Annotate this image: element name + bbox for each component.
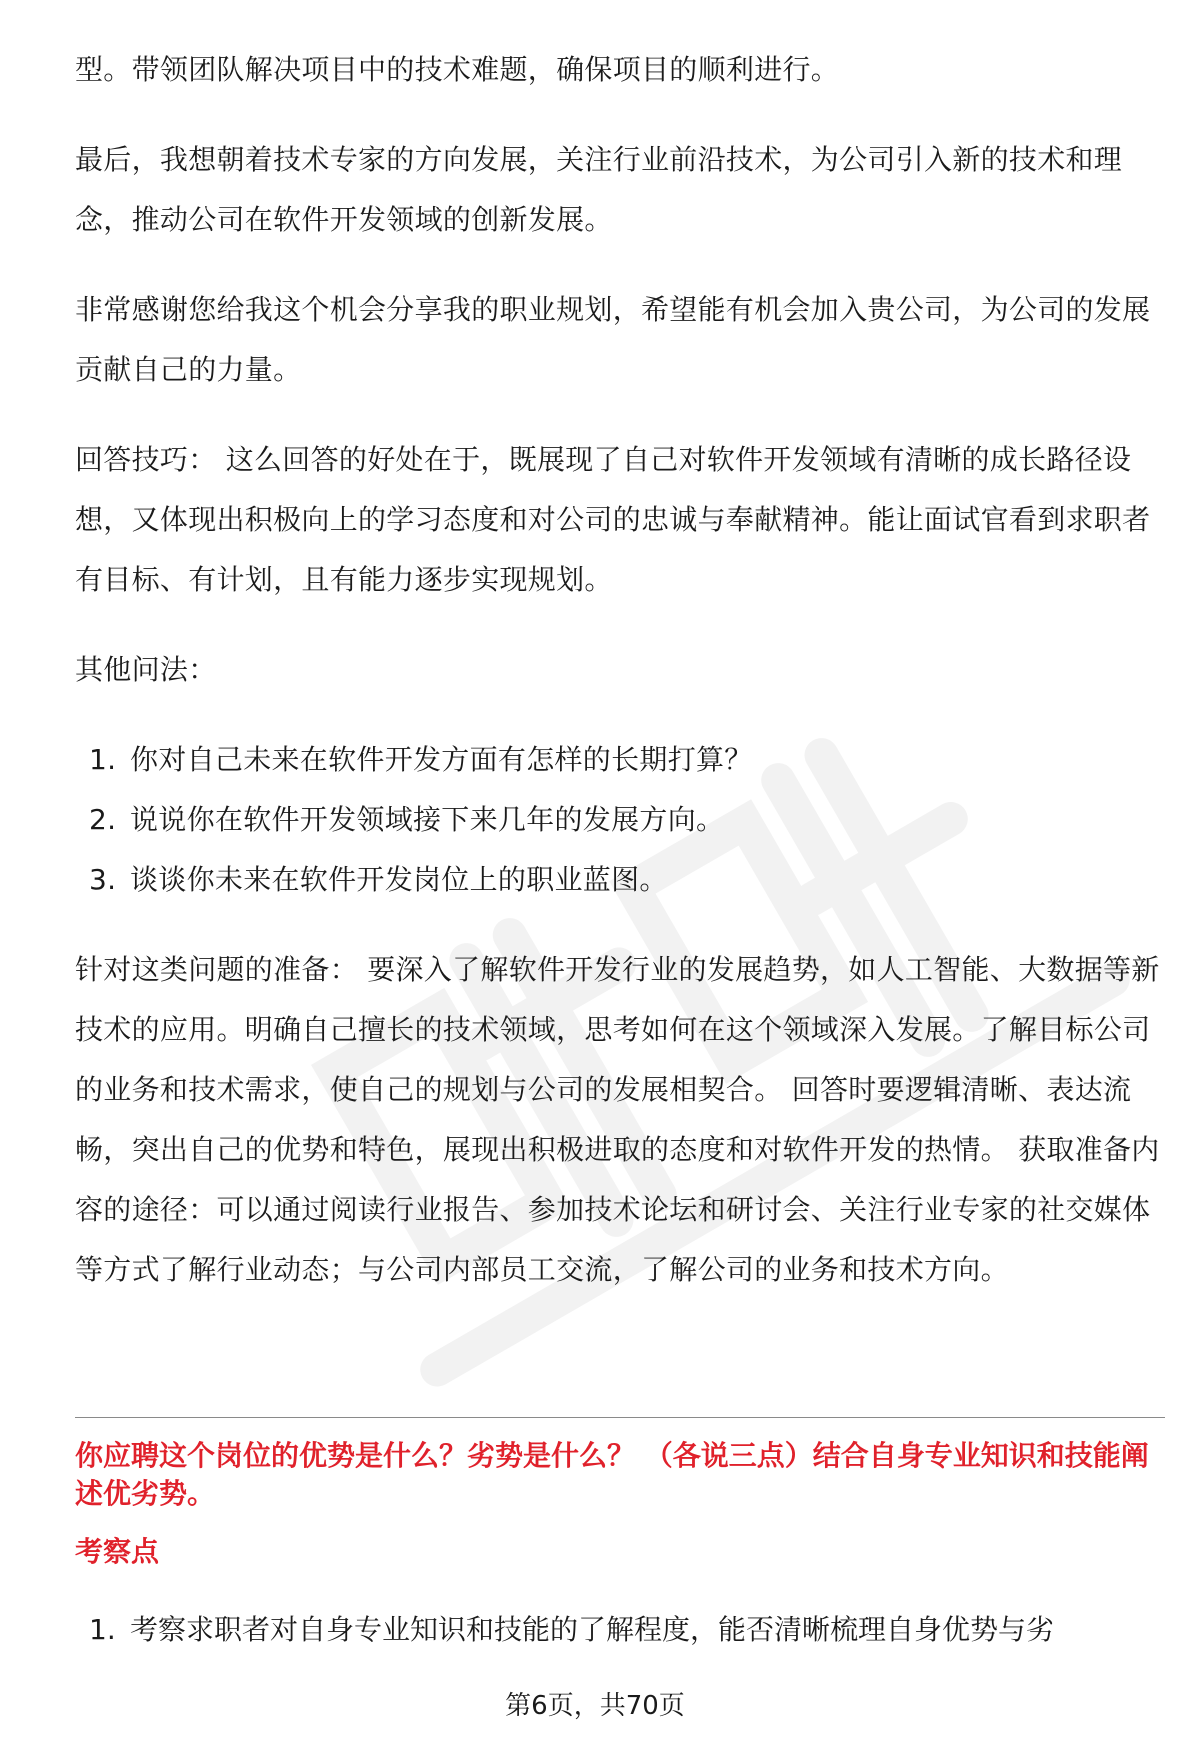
paragraph-final-goal: 最后，我想朝着技术专家的方向发展，关注行业前沿技术，为公司引入新的技术和理念，推动公司在软件开发领域的创新发展。 <box>75 143 1123 236</box>
paragraph-intro: 型。带领团队解决项目中的技术难题，确保项目的顺利进行。 <box>75 53 840 86</box>
list-item <box>75 790 1165 850</box>
question-heading: 你应聘这个岗位的优势是什么？劣势是什么？ （各说三点）结合自身专业知识和技能阐述优劣势。 <box>75 1439 1149 1510</box>
list-item <box>75 1610 1165 1650</box>
section-divider <box>75 1417 1165 1418</box>
list-item-number: 2. <box>89 803 117 836</box>
assessment-points-list <box>75 1610 1165 1650</box>
list-item-text: 谈谈你未来在软件开发岗位上的职业蓝图。 <box>130 863 668 896</box>
paragraph-preparation: 针对这类问题的准备： 要深入了解软件开发行业的发展趋势，如人工智能、大数据等新技术的应用。明确自己擅长的技术领域，思考如何在这个领域深入发展。了解目标公司的业务和技术需求，使自己的规划与公司的发展相契合。 回答时要逻辑清晰、表达流畅，突出自己的优势和特色，展现出积极进取的态度和对软件开发的热情。 获取准备内容的途径：可以通过阅读行业报告、参加技术论坛和研讨会、关注行业专家的社交媒体等方式了解行业动态；与公司内部员工交流，了解公司的业务和技术方向。 <box>75 953 1160 1286</box>
list-item-number: 3. <box>89 863 117 896</box>
other-questions-list <box>75 730 1165 910</box>
paragraph-tips: 回答技巧： 这么回答的好处在于，既展现了自己对软件开发领域有清晰的成长路径设想，又体现出积极向上的学习态度和对公司的忠诚与奉献精神。能让面试官看到求职者有目标、有计划，且有能力逐步实现规划。 <box>75 443 1151 596</box>
list-item-number: 1. <box>89 1613 116 1646</box>
list-item-text: 说说你在软件开发领域接下来几年的发展方向。 <box>130 803 725 836</box>
main-content <box>75 40 1165 1330</box>
list-item <box>75 850 1165 910</box>
list-item <box>75 730 1165 790</box>
page-number-footer: 第6页，共70页 <box>505 1691 685 1721</box>
other-questions-label: 其他问法： <box>75 653 217 686</box>
list-item-text: 你对自己未来在软件开发方面有怎样的长期打算？ <box>130 743 753 776</box>
paragraph-thanks: 非常感谢您给我这个机会分享我的职业规划，希望能有机会加入贵公司，为公司的发展贡献自己的力量。 <box>75 293 1151 386</box>
list-item-text: 考察求职者对自身专业知识和技能的了解程度，能否清晰梳理自身优势与劣 <box>130 1613 1055 1646</box>
list-item-number: 1. <box>89 743 117 776</box>
assessment-heading: 考察点 <box>75 1535 160 1568</box>
